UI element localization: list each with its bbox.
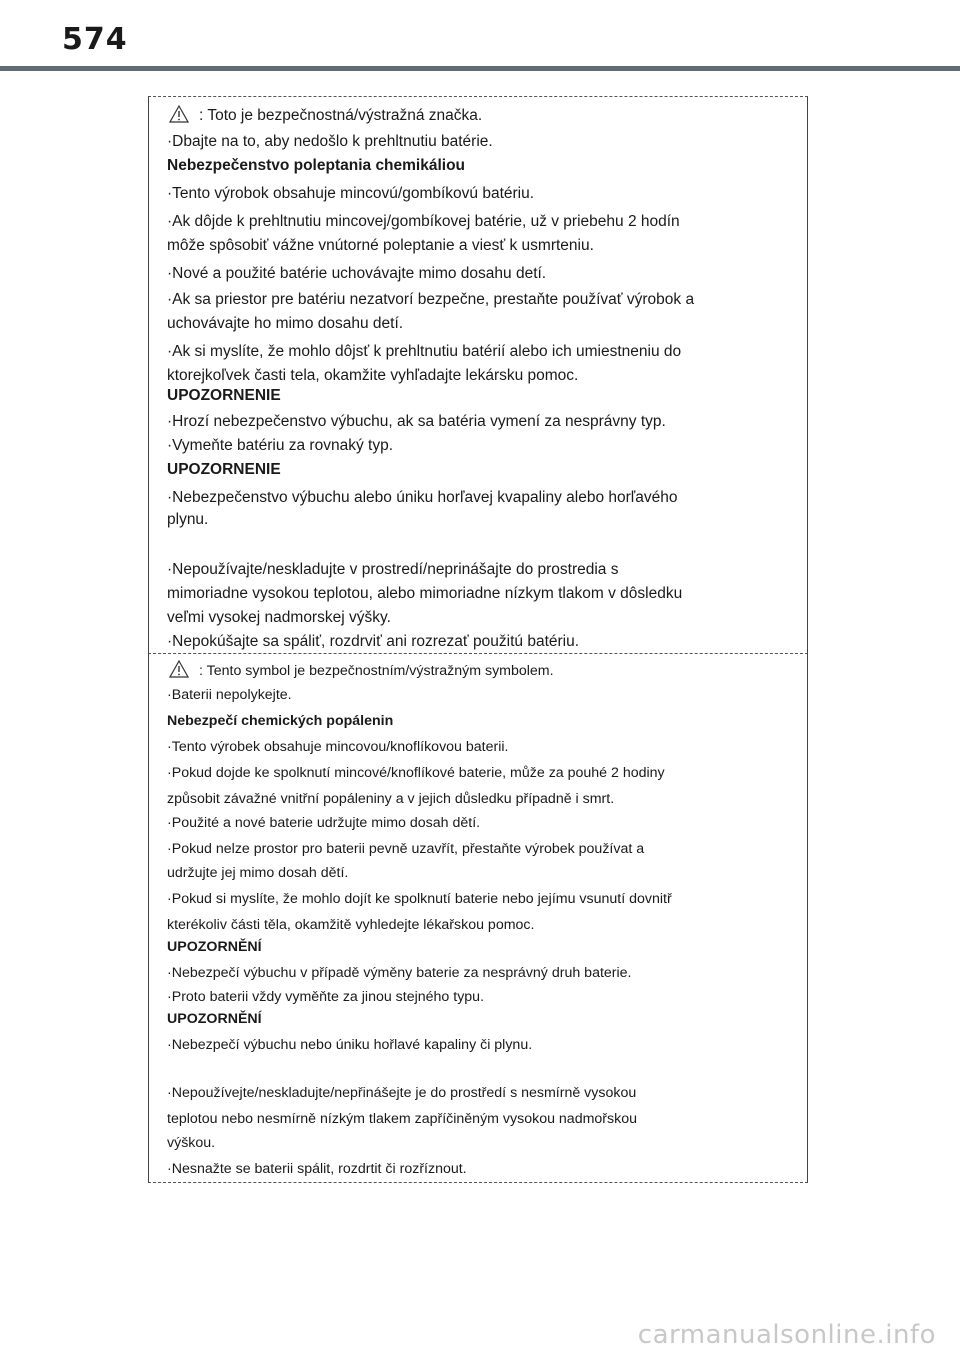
- symbol-explanation: : Tento symbol je bezpečnostním/výstražným symbolem.: [199, 663, 554, 679]
- warning-text-line: ·Hrozí nebezpečenstvo výbuchu, ak sa batéria vymení za nesprávny typ.: [167, 413, 666, 430]
- warning-text-line: ·Ak si myslíte, že mohlo dôjsť k prehltnutiu batérií alebo ich umiestneniu do: [167, 343, 682, 360]
- warning-text-line: ·Dbajte na to, aby nedošlo k prehltnutiu batérie.: [167, 133, 493, 150]
- warning-text-line: ·Použité a nové baterie udržujte mimo dosah dětí.: [167, 815, 481, 831]
- section-heading: Nebezpečí chemických popálenin: [167, 713, 394, 729]
- section-heading: UPOZORNĚNÍ: [167, 1011, 262, 1027]
- warning-triangle-icon: [169, 660, 189, 683]
- warning-text-line: ·Proto baterii vždy vyměňte za jinou stejného typu.: [167, 989, 485, 1005]
- warning-text-line: udržujte jej mimo dosah dětí.: [167, 865, 349, 881]
- symbol-explanation: : Toto je bezpečnostná/výstražná značka.: [199, 107, 483, 124]
- warning-panel-slovak: [148, 96, 808, 653]
- warning-text-line: plynu.: [167, 511, 209, 528]
- warning-text-line: uchovávajte ho mimo dosahu detí.: [167, 315, 404, 332]
- warning-text-line: mimoriadne vysokou teplotou, alebo mimoriadne nízkym tlakom v dôsledku: [167, 585, 683, 602]
- warning-text-line: ·Nebezpečenstvo výbuchu alebo úniku horľavej kvapaliny alebo horľavého: [167, 489, 678, 506]
- warning-text-line: teplotou nebo nesmírně nízkým tlakem zapříčiněným vysokou nadmořskou: [167, 1111, 637, 1127]
- warning-text-line: ·Nebezpečí výbuchu v případě výměny baterie za nesprávný druh baterie.: [167, 965, 632, 981]
- warning-text-line: ·Vymeňte batériu za rovnaký typ.: [167, 437, 393, 454]
- watermark: carmanualsonline.info: [637, 1320, 936, 1350]
- warning-text-line: ·Ak sa priestor pre batériu nezatvorí bezpečne, prestaňte používať výrobok a: [167, 291, 695, 308]
- warning-text-line: veľmi vysokej nadmorskej výšky.: [167, 609, 391, 626]
- warning-text-line: ·Ak dôjde k prehltnutiu mincovej/gombíkovej batérie, už v priebehu 2 hodín: [167, 213, 680, 230]
- warning-text-line: výškou.: [167, 1135, 216, 1151]
- warning-text-line: kterékoliv části těla, okamžitě vyhledejte lékařskou pomoc.: [167, 917, 535, 933]
- section-heading: Nebezpečenstvo poleptania chemikáliou: [167, 157, 466, 174]
- symbol-line: [167, 660, 554, 683]
- warning-triangle-icon: [169, 105, 189, 128]
- warning-text-line: ·Nepoužívajte/neskladujte v prostredí/neprinášajte do prostredia s: [167, 561, 619, 578]
- warning-text-line: způsobit závažné vnitřní popáleniny a v jejich důsledku případně i smrt.: [167, 791, 615, 807]
- warning-panel-czech: [148, 653, 808, 1183]
- warning-text-line: ktorejkoľvek časti tela, okamžite vyhľadajte lekársku pomoc.: [167, 367, 579, 384]
- warning-text-line: ·Nebezpečí výbuchu nebo úniku hořlavé kapaliny či plynu.: [167, 1037, 533, 1053]
- section-heading: UPOZORNENIE: [167, 461, 281, 478]
- warning-text-line: ·Nepokúšajte sa spáliť, rozdrviť ani rozrezať použitú batériu.: [167, 633, 580, 650]
- header-divider: [0, 66, 960, 71]
- symbol-line: [167, 105, 482, 128]
- warning-text-line: ·Tento výrobok obsahuje mincovú/gombíkovú batériu.: [167, 185, 535, 202]
- warning-text-line: ·Nové a použité batérie uchovávajte mimo dosahu detí.: [167, 265, 547, 282]
- warning-text-line: ·Nepoužívejte/neskladujte/nepřinášejte je do prostředí s nesmírně vysokou: [167, 1085, 637, 1101]
- warning-text-line: môže spôsobiť vážne vnútorné poleptanie a viesť k usmrteniu.: [167, 237, 594, 254]
- warning-text-line: ·Pokud dojde ke spolknutí mincové/knoflíkové baterie, může za pouhé 2 hodiny: [167, 765, 665, 781]
- warning-text-line: ·Tento výrobek obsahuje mincovou/knoflíkovou baterii.: [167, 739, 509, 755]
- warning-text-line: ·Nesnažte se baterii spálit, rozdrtit či rozříznout.: [167, 1161, 467, 1177]
- section-heading: UPOZORNENIE: [167, 387, 281, 404]
- page-number: 574: [62, 22, 128, 57]
- warning-text-line: ·Pokud si myslíte, že mohlo dojít ke spolknutí baterie nebo jejímu vsunutí dovnitř: [167, 891, 672, 907]
- warning-text-line: ·Baterii nepolykejte.: [167, 687, 292, 703]
- section-heading: UPOZORNĚNÍ: [167, 939, 262, 955]
- warning-text-line: ·Pokud nelze prostor pro baterii pevně uzavřít, přestaňte výrobek používat a: [167, 841, 645, 857]
